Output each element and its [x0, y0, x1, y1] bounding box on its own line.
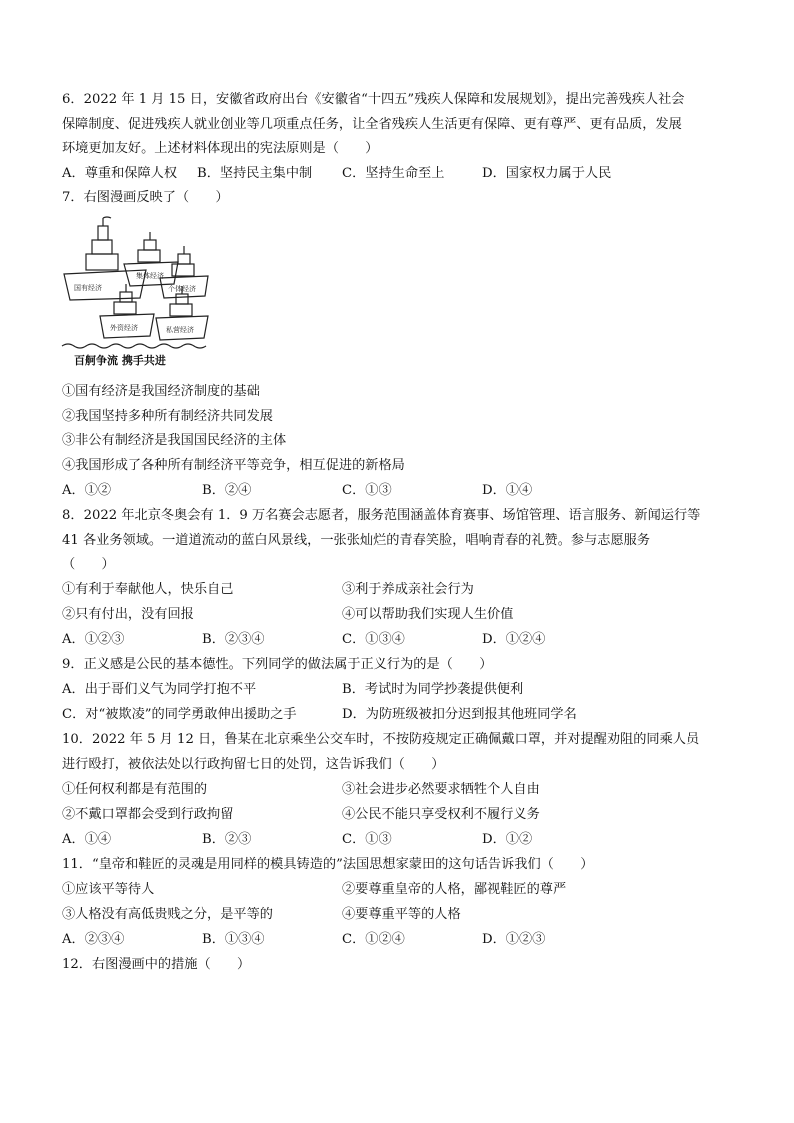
q9-option-d[interactable]: D．为防班级被扣分迟到报其他班同学名: [342, 707, 577, 722]
comic-ship2-label: 集体经济: [136, 272, 164, 280]
comic-ship3-label: 个体经济: [168, 285, 196, 293]
q6-option-b[interactable]: B．坚持民主集中制: [197, 166, 313, 181]
comic-ship4-label: 外资经济: [110, 324, 138, 332]
q7-comic-image: [60, 212, 210, 372]
q10-stem-line2: 进行殴打，被依法处以行政拘留七日的处罚，这告诉我们（ ）: [62, 757, 445, 772]
q6-option-c[interactable]: C．坚持生命至上: [342, 166, 445, 181]
q8-item-2: ②只有付出，没有回报: [62, 607, 194, 622]
q8-item-4: ④可以帮助我们实现人生价值: [342, 607, 514, 622]
q7-option-b[interactable]: B．②④: [202, 483, 252, 498]
q11-option-b[interactable]: B．①③④: [202, 932, 265, 947]
q10-item-4: ④公民不能只享受权利不履行义务: [342, 807, 540, 822]
q8-stem-line3: （ ）: [62, 557, 115, 572]
comic-caption: 百舸争流 携手共进: [74, 354, 166, 367]
q10-item-1: ①任何权利都是有范围的: [62, 782, 208, 797]
q9-option-c[interactable]: C．对“被欺凌”的同学勇敢伸出援助之手: [62, 707, 297, 722]
q7-option-c[interactable]: C．①③: [342, 483, 392, 498]
comic-ship5-label: 私营经济: [166, 326, 194, 334]
q8-option-d[interactable]: D．①②④: [482, 632, 546, 647]
q6-stem-line1: 6．2022 年 1 月 15 日，安徽省政府出台《安徽省“十四五”残疾人保障和发展规划》，提出完善残疾人社会: [62, 92, 685, 107]
q10-stem-line1: 10．2022 年 5 月 12 日，鲁某在北京乘坐公交车时，不按防疫规定正确佩戴口罩，并对提醒劝阻的同乘人员: [62, 732, 700, 747]
q7-item-3: ③非公有制经济是我国国民经济的主体: [62, 433, 287, 448]
q8-option-c[interactable]: C．①③④: [342, 632, 405, 647]
q7-item-2: ②我国坚持多种所有制经济共同发展: [62, 409, 273, 424]
q6-option-a[interactable]: A．尊重和保障人权: [62, 166, 178, 181]
q8-item-1: ①有利于奉献他人，快乐自己: [62, 582, 234, 597]
q7-stem: 7．右图漫画反映了（ ）: [62, 190, 229, 205]
q10-option-d[interactable]: D．①②: [482, 832, 533, 847]
q6-stem-line3: 环境更加友好。上述材料体现出的宪法原则是（ ）: [62, 141, 379, 156]
q9-stem: 9．正义感是公民的基本德性。下列同学的做法属于正义行为的是（ ）: [62, 657, 493, 672]
q6-stem-line2: 保障制度、促进残疾人就业创业等几项重点任务，让全省残疾人生活更有保障、更有尊严、更有品质，发展: [62, 117, 682, 132]
q8-item-3: ③利于养成亲社会行为: [342, 582, 474, 597]
q9-option-b[interactable]: B．考试时为同学抄袭提供便利: [342, 682, 524, 697]
q11-option-d[interactable]: D．①②③: [482, 932, 546, 947]
q12-stem: 12．右图漫画中的措施（ ）: [62, 957, 251, 972]
q7-item-1: ①国有经济是我国经济制度的基础: [62, 384, 260, 399]
q11-item-2: ②要尊重皇帝的人格，鄙视鞋匠的尊严: [342, 882, 567, 897]
q8-stem-line1: 8．2022 年北京冬奥会有 1．9 万名赛会志愿者，服务范围涵盖体育赛事、场馆管理、语言服务、新闻运行等: [62, 508, 701, 523]
q9-option-a[interactable]: A．出于哥们义气为同学打抱不平: [62, 682, 257, 697]
q8-option-b[interactable]: B．②③④: [202, 632, 265, 647]
q11-item-3: ③人格没有高低贵贱之分，是平等的: [62, 907, 273, 922]
q11-option-a[interactable]: A．②③④: [62, 932, 125, 947]
q7-option-a[interactable]: A．①②: [62, 483, 112, 498]
q10-item-3: ③社会进步必然要求牺牲个人自由: [342, 782, 540, 797]
q7-item-4: ④我国形成了各种所有制经济平等竞争，相互促进的新格局: [62, 458, 405, 473]
q8-option-a[interactable]: A．①②③: [62, 632, 125, 647]
comic-ship1-label: 国有经济: [74, 284, 102, 292]
q6-option-d[interactable]: D．国家权力属于人民: [482, 166, 612, 181]
q10-option-a[interactable]: A．①④: [62, 832, 112, 847]
q11-option-c[interactable]: C．①②④: [342, 932, 405, 947]
q10-item-2: ②不戴口罩都会受到行政拘留: [62, 807, 234, 822]
q10-option-c[interactable]: C．①③: [342, 832, 392, 847]
q11-stem: 11．“皇帝和鞋匠的灵魂是用同样的模具铸造的”法国思想家蒙田的这句话告诉我们（ ）: [62, 857, 594, 872]
q8-stem-line2: 41 各业务领域。一道道流动的蓝白风景线，一张张灿烂的青春笑脸，唱响青春的礼赞。参与志愿服务: [62, 533, 651, 548]
q11-item-4: ④要尊重平等的人格: [342, 907, 461, 922]
q11-item-1: ①应该平等待人: [62, 882, 155, 897]
q10-option-b[interactable]: B．②③: [202, 832, 252, 847]
q7-option-d[interactable]: D．①④: [482, 483, 533, 498]
